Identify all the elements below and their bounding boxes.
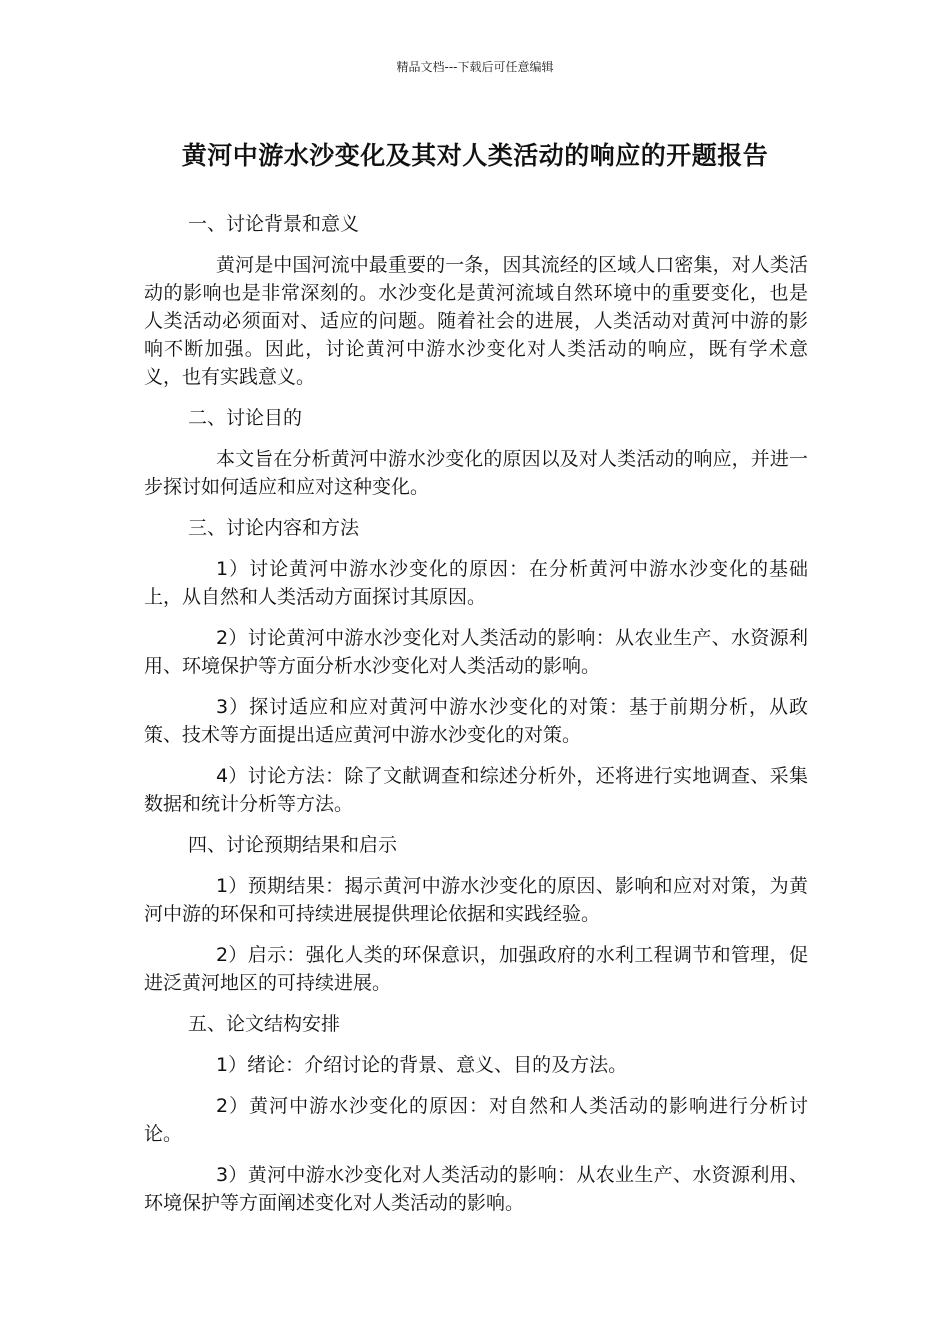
header-note: 精品文档---下载后可任意编辑 <box>396 60 554 74</box>
section-heading: 五、论文结构安排 <box>188 1013 341 1035</box>
section-heading: 四、讨论预期结果和启示 <box>188 834 398 856</box>
section-heading: 三、讨论内容和方法 <box>188 517 360 539</box>
paragraph: 黄河是中国河流中最重要的一条，因其流经的区域人口密集，对人类活动的影响也是非常深刻的。水沙变化是黄河流域自然环境中的重要变化，也是人类活动必须面对、适应的问题。随着社会的进展，人类活动对黄河中游的影响不断加强。因此，讨论黄河中游水沙变化对人类活动的响应，既有学术意义，也有实践意义。 <box>144 254 808 388</box>
paragraph: 1）讨论黄河中游水沙变化的原因：在分析黄河中游水沙变化的基础上，从自然和人类活动方面探讨其原因。 <box>144 558 808 608</box>
document-title: 黄河中游水沙变化及其对人类活动的响应的开题报告 <box>181 141 769 170</box>
paragraph: 2）启示：强化人类的环保意识，加强政府的水利工程调节和管理，促进泛黄河地区的可持续进展。 <box>144 944 808 994</box>
paragraph: 本文旨在分析黄河中游水沙变化的原因以及对人类活动的响应，并进一步探讨如何适应和应对这种变化。 <box>144 448 808 498</box>
section-heading: 一、讨论背景和意义 <box>188 213 360 235</box>
document-body <box>144 210 808 1230</box>
paragraph: 1）绪论：介绍讨论的背景、意义、目的及方法。 <box>216 1054 628 1076</box>
paragraph: 3）黄河中游水沙变化对人类活动的影响：从农业生产、水资源利用、环境保护等方面阐述变化对人类活动的影响。 <box>144 1164 808 1214</box>
paragraph: 3）探讨适应和应对黄河中游水沙变化的对策：基于前期分析，从政策、技术等方面提出适应黄河中游水沙变化的对策。 <box>144 696 808 746</box>
paragraph: 1）预期结果：揭示黄河中游水沙变化的原因、影响和应对对策，为黄河中游的环保和可持续进展提供理论依据和实践经验。 <box>144 875 808 925</box>
paragraph: 2）讨论黄河中游水沙变化对人类活动的影响：从农业生产、水资源利用、环境保护等方面分析水沙变化对人类活动的影响。 <box>144 627 808 677</box>
section-heading: 二、讨论目的 <box>188 407 303 429</box>
paragraph: 4）讨论方法：除了文献调查和综述分析外，还将进行实地调查、采集数据和统计分析等方法。 <box>144 765 808 815</box>
paragraph: 2）黄河中游水沙变化的原因：对自然和人类活动的影响进行分析讨论。 <box>144 1095 808 1145</box>
